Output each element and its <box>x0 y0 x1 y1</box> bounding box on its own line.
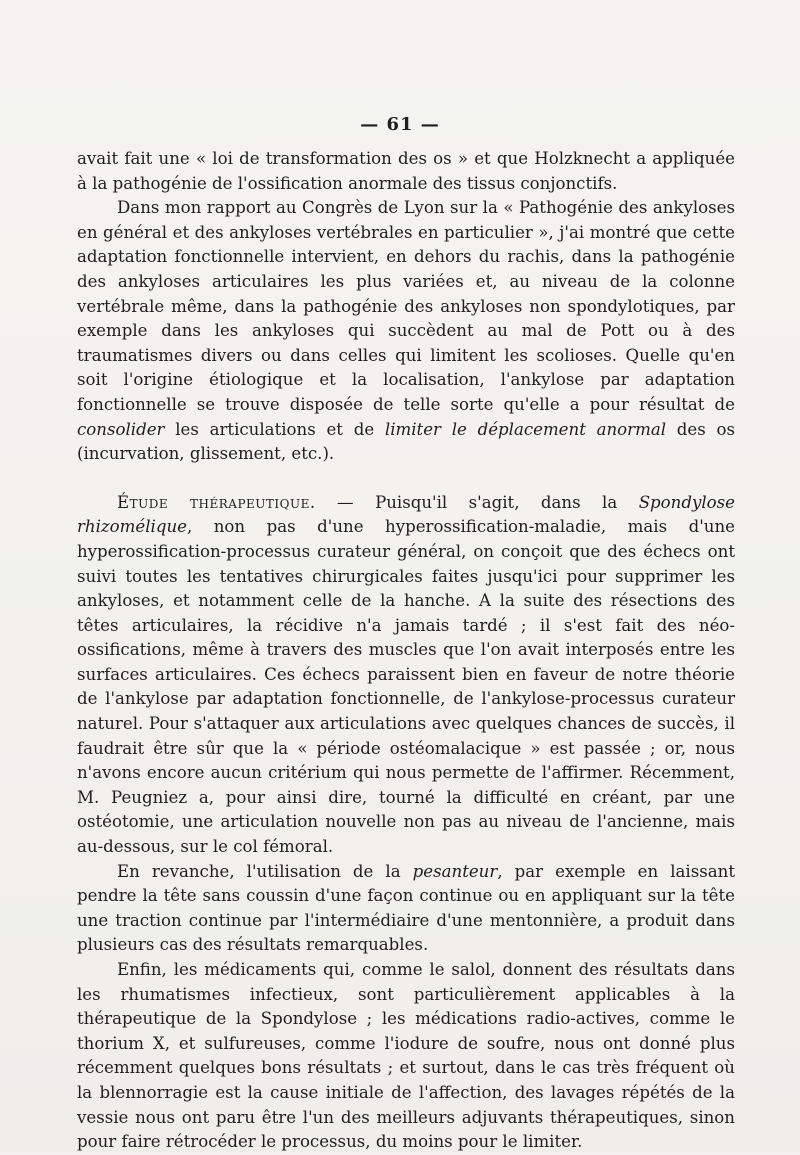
italic-text: consolider <box>77 419 165 439</box>
paragraph <box>77 196 735 467</box>
paragraph <box>77 147 735 196</box>
text-segment: les articulations et de <box>164 419 385 439</box>
paragraph <box>77 860 735 958</box>
text-segment: — Puisqu'il s'agit, dans la <box>315 492 639 512</box>
italic-text: Spondylose rhizomélique <box>77 492 735 537</box>
text-segment: Enfin, les médicaments qui, comme le salol, donnent des résultats dans les rhumatismes infectieux, sont particulièrement applicables à la thérapeutique de la Spondylose ; les médications radio-actives, comme le thorium X, et sulfureuses, comme l'iodure de soufre, nous ont donné plus récemment quelques bons résultats ; et surtout, dans le cas très fréquent où la blennorragie est la cause initiale de l'affection, des lavages répétés de la vessie nous ont paru être l'un des meilleurs adjuvants thérapeutiques, sinon pour faire rétrocéder le processus, du moins pour le limiter. <box>77 960 735 1152</box>
text-segment: avait fait une « loi de transformation des os » et que Holzknecht a appliquée à la pathogénie de l'ossification anormale des tissus conjonctifs. <box>77 149 735 193</box>
paragraph <box>77 491 735 860</box>
text-segment: des os (incurvation, glissement, etc.). <box>77 419 735 464</box>
italic-text: limiter le déplacement anormal <box>384 419 667 439</box>
text-segment: En revanche, l'utilisation de la <box>117 861 413 881</box>
text-segment: , non pas d'une hyperossification-maladie, mais d'une hyperossification-processus curateur général, on conçoit que des échecs ont suivi toutes les tentatives chirurgicales faites jusqu'ici pour supprimer les ankyloses, et notamment celle de la hanche. A la suite des résections des têtes articulaires, la récidive n'a jamais tardé ; il s'est fait des néo-ossifications, même à travers des muscles que l'on avait interposés entre les surfaces articulaires. Ces échecs paraissent bien en faveur de notre théorie de l'ankylose par adaptation fonctionnelle, de l'ankylose-processus curateur naturel. Pour s'attaquer aux articulations avec quelques chances de succès, il faudrait être sûr que la « période ostéomalacique » est passée ; or, nous n'avons encore aucun critérium qui nous permette de l'affirmer. Récemment, M. Peugniez a, pour ainsi dire, tourné la difficulté en créant, par une ostéotomie, une articulation nouvelle non pas au niveau de l'ancienne, mais au-dessous, sur le col fémoral. <box>77 517 735 857</box>
page-number: — 61 — <box>360 114 440 135</box>
text-segment: Dans mon rapport au Congrès de Lyon sur la « Pathogénie des ankyloses en général et des ankyloses vertébrales en particulier », j'ai montré que cette adaptation fonctionnelle intervient, en dehors du rachis, dans la pathogénie des ankyloses articulaires les plus variées et, au niveau de la colonne vertébrale même, dans la pathogénie des ankyloses non spondylotiques, par exemple dans les ankyloses qui succèdent au mal de Pott ou à des traumatismes divers ou dans celles qui limitent les scolioses. Quelle qu'en soit l'origine étiologique et la localisation, l'ankylose par adaptation fonctionnelle se trouve disposée de telle sorte qu'elle a pour résultat de <box>77 198 735 414</box>
body-text <box>77 147 735 1155</box>
text-segment: , par exemple en laissant pendre la tête sans coussin d'une façon continue ou en appliquant sur la tête une traction continue par l'intermédiaire d'une mentonnière, a produit dans plusieurs cas des résultats remarquables. <box>77 861 735 955</box>
section-heading: Étude thérapeutique. <box>117 492 316 512</box>
paragraph-gap <box>77 467 735 491</box>
italic-text: pesanteur <box>412 861 498 881</box>
paragraph <box>77 958 735 1155</box>
